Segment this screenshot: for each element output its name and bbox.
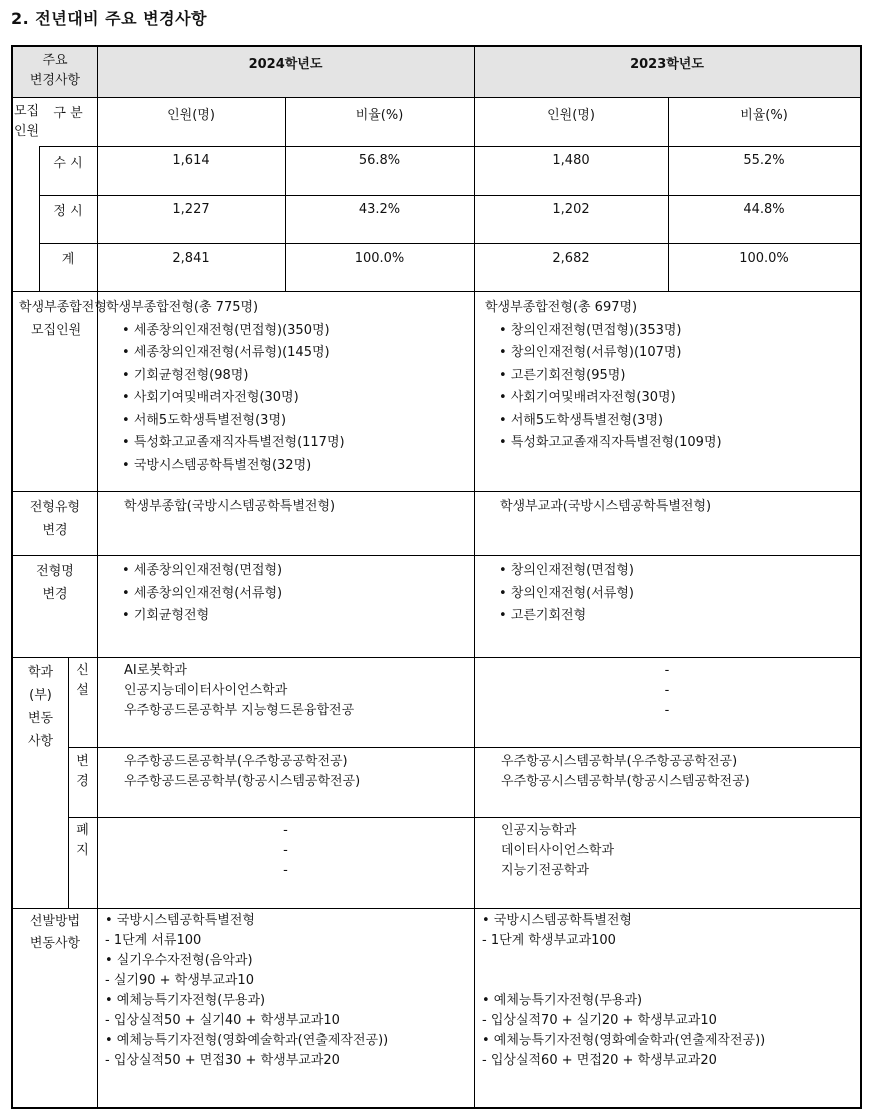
label-line: 신 xyxy=(76,663,89,678)
label-line: 설 xyxy=(76,683,89,698)
list-item: 우주항공드론공학부 지능형드론융합전공 xyxy=(124,703,355,718)
list-item: - xyxy=(664,703,670,718)
list-item: - 입상실적50 + 실기40 + 학생부교과10 xyxy=(105,1013,340,1028)
list-item: • 예체능특기자전형(무용과) xyxy=(482,993,643,1008)
label-line: (부) xyxy=(29,688,52,703)
list-item: • 국방시스템공학특별전형 xyxy=(482,913,632,928)
list-item: • 세종창의인재전형(서류형) xyxy=(122,583,282,606)
label-line: 모집 xyxy=(14,104,40,119)
dept-abolished-2024 xyxy=(97,821,474,881)
list-item: 우주항공드론공학부(항공시스템공학전공) xyxy=(124,774,361,789)
list-item: 인공지능데이터사이언스학과 xyxy=(124,683,288,698)
label-line: 학과 xyxy=(27,665,54,680)
selection-change-2024 xyxy=(105,911,388,1071)
comprehensive-label xyxy=(19,297,107,342)
list-item: - 입상실적50 + 면접30 + 학생부교과20 xyxy=(105,1053,340,1068)
label-line: 학생부종합전형 xyxy=(19,300,107,315)
list-item: - xyxy=(664,663,670,678)
list-item: • 예체능특기자전형(영화예술학과(연출제작전공)) xyxy=(482,1033,766,1048)
cell-value: 44.8% xyxy=(743,202,785,217)
list-item: • 기회균형전형 xyxy=(122,605,282,628)
list-item: • 창의인재전형(면접형) xyxy=(499,560,634,583)
list-item: 지능기전공학과 xyxy=(501,863,589,878)
comprehensive-2024 xyxy=(108,297,468,477)
list-item: • 세종창의인재전형(서류형)(145명) xyxy=(108,342,468,365)
label-line: 모집인원 xyxy=(31,322,82,338)
heading: 학생부종합전형(총 697명) xyxy=(485,300,638,315)
list-item: - 입상실적70 + 실기20 + 학생부교과10 xyxy=(482,1013,717,1028)
list-item: • 기회균형전형(98명) xyxy=(108,365,468,388)
label-line: 폐 xyxy=(76,823,89,838)
label-line: 전형유형 xyxy=(29,500,81,515)
list-item: • 세종창의인재전형(면접형) xyxy=(122,560,282,583)
label-line: 변동 xyxy=(27,711,54,726)
list-item: • 창의인재전형(서류형) xyxy=(499,583,634,606)
col-ratio-2024: 비율(%) xyxy=(355,108,404,123)
list-item: - xyxy=(283,823,288,838)
list-item: • 예체능특기자전형(영화예술학과(연출제작전공)) xyxy=(105,1033,389,1048)
name-change-2024 xyxy=(122,560,282,628)
list-item: • 사회기여및배려자전형(30명) xyxy=(108,387,468,410)
cell-value: 55.2% xyxy=(743,153,785,168)
dept-new-2024 xyxy=(124,661,354,721)
recruitment-label xyxy=(14,102,40,142)
list-item: • 고른기회전형 xyxy=(499,605,634,628)
cell-value: 100.0% xyxy=(739,251,789,266)
list-item xyxy=(482,951,765,971)
cell-value: 2,682 xyxy=(552,251,590,266)
label-line: 인원 xyxy=(14,124,40,139)
heading: 학생부종합전형(총 775명) xyxy=(106,300,259,315)
dept-abolished-label xyxy=(68,821,97,861)
label-line: 선발방법 xyxy=(29,914,81,929)
label-line: 변동사항 xyxy=(29,936,81,951)
list-item: • 서해5도학생특별전형(3명) xyxy=(485,410,855,433)
cell-value: 43.2% xyxy=(358,202,401,217)
list-item: AI로봇학과 xyxy=(124,663,187,678)
changes-table xyxy=(11,45,862,1109)
cell-value: 100.0% xyxy=(354,251,405,266)
dept-changed-label xyxy=(68,752,97,792)
corner-line: 주요 xyxy=(42,53,68,68)
list-item: 우주항공드론공학부(우주항공공학전공) xyxy=(124,754,348,769)
list-item: 인공지능학과 xyxy=(501,823,577,838)
list-item: • 특성화고교졸재직자특별전형(117명) xyxy=(108,432,468,455)
list-item: • 사회기여및배려자전형(30명) xyxy=(485,387,855,410)
label-line: 변경 xyxy=(42,523,68,538)
cell-value: 1,614 xyxy=(172,153,210,168)
comprehensive-2023 xyxy=(485,297,855,455)
dept-changed-2024 xyxy=(124,752,360,792)
label-line: 전형명 xyxy=(36,564,74,579)
label-line: 사항 xyxy=(27,734,54,749)
cell-value: 2,841 xyxy=(172,251,210,266)
dept-new-label xyxy=(68,661,97,701)
list-item xyxy=(482,971,765,991)
label-line: 경 xyxy=(76,774,89,789)
list-item: • 세종창의인재전형(면접형)(350명) xyxy=(108,320,468,343)
dept-new-2023 xyxy=(474,661,860,721)
corner-header xyxy=(13,51,97,91)
list-item: - xyxy=(283,863,288,878)
selection-change-label xyxy=(13,911,97,955)
sub-header: 구 분 xyxy=(53,106,83,121)
col-ratio-2023: 비율(%) xyxy=(740,108,788,123)
col-count-2023: 인원(명) xyxy=(547,108,595,123)
page-title: 2. 전년대비 주요 변경사항 xyxy=(11,9,207,28)
row-label-total: 계 xyxy=(61,252,75,267)
list-item: • 예체능특기자전형(무용과) xyxy=(105,993,266,1008)
list-item: • 고른기회전형(95명) xyxy=(485,365,855,388)
list-item: - 1단계 학생부교과100 xyxy=(482,933,616,948)
type-change-label xyxy=(13,496,97,542)
cell-value: 1,227 xyxy=(172,202,210,217)
selection-change-2023 xyxy=(482,911,765,1071)
year-2024-header: 2024학년도 xyxy=(248,57,323,72)
list-item: - 실기90 + 학생부교과10 xyxy=(105,973,254,988)
row-label-susi: 수 시 xyxy=(53,156,83,171)
label-line: 변경 xyxy=(42,587,68,602)
dept-change-label xyxy=(13,661,68,753)
list-item: • 창의인재전형(서류형)(107명) xyxy=(485,342,855,365)
corner-line: 변경사항 xyxy=(29,73,81,88)
list-item: - xyxy=(664,683,670,698)
label-line: 변 xyxy=(76,754,89,769)
col-count-2024: 인원(명) xyxy=(167,108,215,123)
year-2023-header: 2023학년도 xyxy=(630,57,704,72)
row-label-jeongsi: 정 시 xyxy=(53,204,83,219)
dept-changed-2023 xyxy=(501,752,750,792)
type-change-2024: 학생부종합(국방시스템공학특별전형) xyxy=(124,499,336,514)
name-change-2023 xyxy=(499,560,634,628)
list-item: • 창의인재전형(면접형)(353명) xyxy=(485,320,855,343)
cell-value: 1,202 xyxy=(552,202,590,217)
list-item: • 국방시스템공학특별전형(32명) xyxy=(108,455,468,478)
list-item: • 서해5도학생특별전형(3명) xyxy=(108,410,468,433)
cell-value: 56.8% xyxy=(358,153,401,168)
dept-abolished-2023 xyxy=(501,821,614,881)
list-item: - 입상실적60 + 면접20 + 학생부교과20 xyxy=(482,1053,717,1068)
list-item: - 1단계 서류100 xyxy=(105,933,202,948)
list-item: • 국방시스템공학특별전형 xyxy=(105,913,255,928)
name-change-label xyxy=(13,560,97,606)
type-change-2023: 학생부교과(국방시스템공학특별전형) xyxy=(500,499,712,514)
list-item: 데이터사이언스학과 xyxy=(501,843,615,858)
list-item: - xyxy=(283,843,288,858)
cell-value: 1,480 xyxy=(552,153,590,168)
list-item: • 실기우수자전형(음악과) xyxy=(105,953,253,968)
list-item: 우주항공시스템공학부(우주항공공학전공) xyxy=(501,754,738,769)
list-item: • 특성화고교졸재직자특별전형(109명) xyxy=(485,432,855,455)
list-item: 우주항공시스템공학부(항공시스템공학전공) xyxy=(501,774,750,789)
label-line: 지 xyxy=(76,843,89,858)
